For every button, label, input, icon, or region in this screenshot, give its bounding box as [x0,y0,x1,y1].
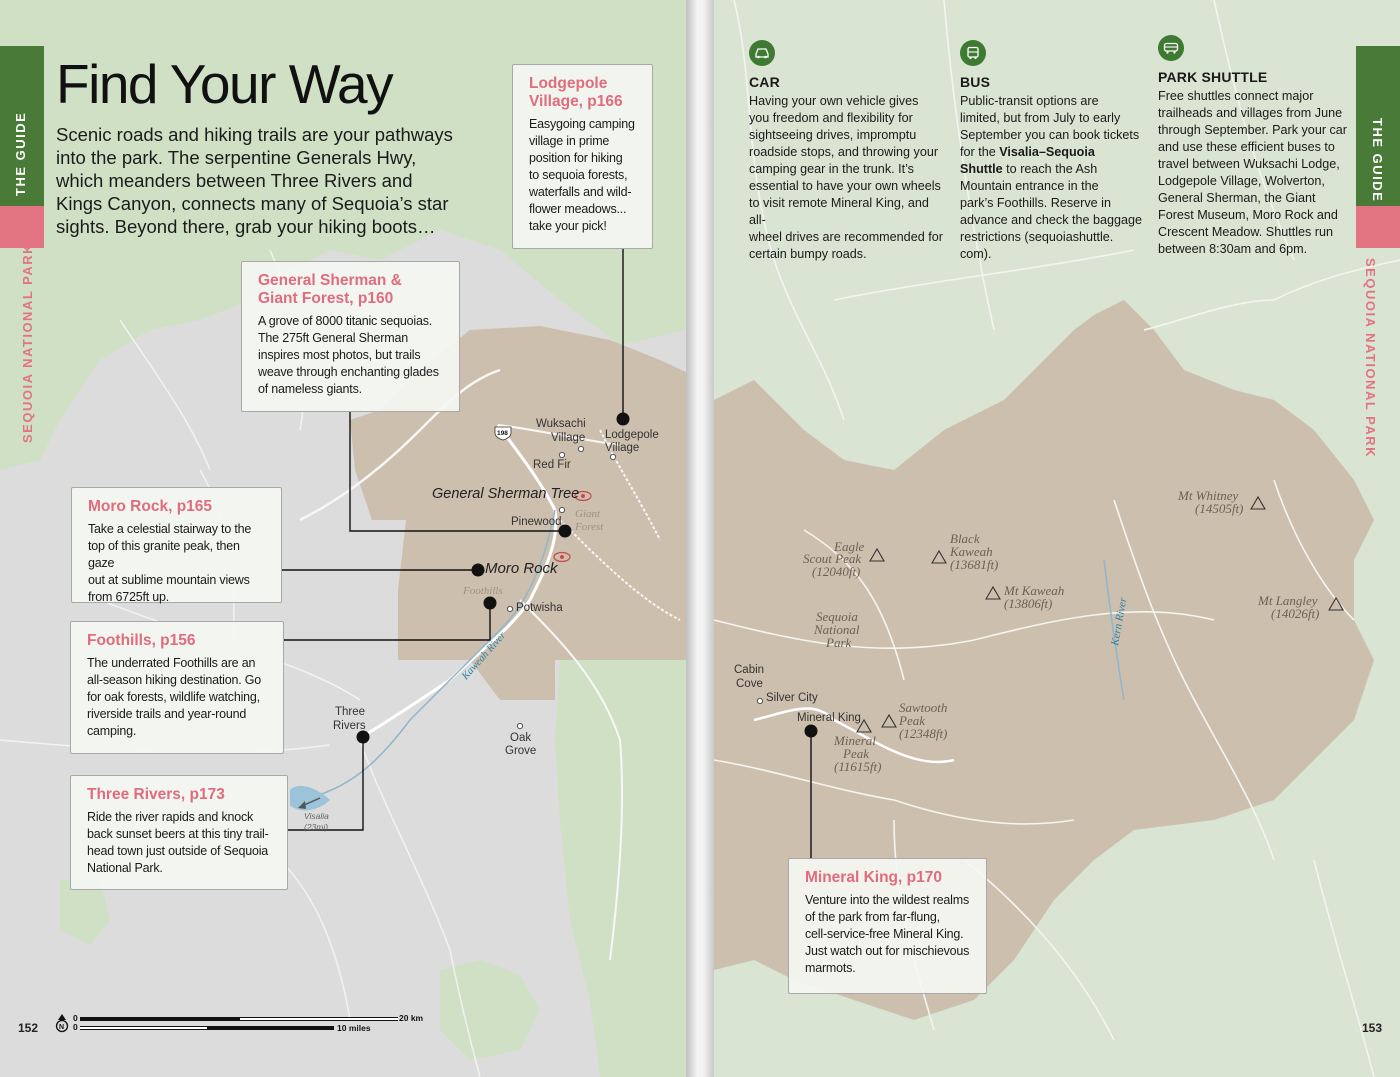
map-label-kern-river: Kern River [1109,596,1130,647]
map-label-mt-whitney: (14505ft) [1195,501,1244,516]
book-gutter [686,0,714,1077]
tab-label: THE GUIDE [13,111,28,196]
map-label-cabin-cove: Cove [736,678,763,690]
map-label-red-fir: Red Fir [533,459,571,471]
map-label-lodgepole: Lodgepole [605,429,659,441]
page-number: 152 [18,1021,39,1035]
section-tab-accent [0,206,44,248]
callout-three-rivers: Three Rivers, p173 Ride the river rapids and knock back sunset beers at this tiny trail- head town just outside of Sequoia National Park. [70,775,288,890]
scale-miles: 10 miles [337,1023,371,1033]
transport-car [749,40,949,263]
scale-zero-km: 0 [73,1013,78,1023]
svg-text:N: N [59,1024,65,1031]
map-label-mt-langley: Mt Langley [1258,593,1318,608]
map-label-black-kaweah: (13681ft) [950,557,999,572]
map-label-cabin-cove: Cabin [734,664,765,676]
car-icon [749,40,775,66]
map-label-giant-forest: Forest [575,521,604,533]
map-label-visalia: Visalia [304,811,329,821]
map-label-mt-kaweah: Mt Kaweah [1004,583,1065,598]
map-label-sequoia-np: National [814,622,860,637]
bus-title: BUS [960,74,991,90]
side-label: SEQUOIA NATIONAL PARK [20,242,35,443]
callout-moro-rock: Moro Rock, p165 Take a celestial stairway to the top of this granite peak, then gaze out at sublime mountain views from 6725ft up. [71,487,282,603]
bus-body: Public-transit options are limited, but from July to early September you can book tickets for the Visalia–Sequoia Shuttle to reach the Ash Mountain entrance in the park’s Foothills. Reserve in advance and check the baggage restrictions (sequoiashuttle. com). [960,94,1143,261]
intro-text: Scenic roads and hiking trails are your pathways into the park. The serpentine Generals Hwy, which meanders between Three Rivers and Kings Canyon, connects many of Sequoia’s star sights. Beyond there, grab your hiking boots… [56,124,453,237]
shuttle-title: PARK SHUTTLE [1158,69,1268,85]
side-label: SEQUOIA NATIONAL PARK [1363,258,1378,459]
callout-general-sherman: General Sherman & Giant Forest, p160 A grove of 8000 titanic sequoias. The 275ft General Sherman inspires most photos, but trails weave through enchanting glades of nameless giants. [241,261,460,412]
callout-lodgepole: Lodgepole Village, p166 Easygoing camping village in prime position for hiking to sequoia forests, waterfalls and wild- flower meadows... take your pick! [512,64,653,249]
map-label-mt-whitney: Mt Whitney [1178,488,1239,503]
map-label-wuksachi: Village [551,432,586,444]
map-label-sawtooth: (12348ft) [899,726,948,741]
map-label-potwisha: Potwisha [516,602,563,614]
map-label-pinewood: Pinewood [511,516,562,528]
page-title: Find Your Way [56,53,393,115]
map-label-mineral-peak: Mineral [834,733,876,748]
map-label-black-kaweah: Black [950,531,980,546]
highway-number: 198 [497,430,508,437]
map-label-general-sherman-tree: General Sherman Tree [432,486,580,502]
map-label-eagle-scout: (12040ft) [812,564,861,579]
map-label-oak-grove: Grove [505,745,537,757]
car-body: Having your own vehicle gives you freedom and flexibility for sightseeing drives, impromptu roadside stops, and throwing your camping gear in the trunk. It’s essential to have your own wheels to visit remote Mineral King, and all- wheel drives are recommended for certain bumpy roads. [749,94,943,261]
map-label-oak-grove: Oak [510,732,532,744]
callout-mineral-king: Mineral King, p170 Venture into the wildest realms of the park from far-flung, cell-service-free Mineral King. Just watch out for mischievous marmots. [788,858,987,994]
map-label-giant-forest: Giant [575,508,601,520]
right-page [714,0,1400,1077]
tab-label: THE GUIDE [1370,118,1385,203]
map-label-sawtooth: Peak [899,713,925,728]
map-label-sequoia-np: Park [826,635,852,650]
map-label-three-rivers: Rivers [333,720,366,732]
map-label-mineral-king: Mineral King [797,712,861,724]
map-label-mt-langley: (14026ft) [1271,606,1320,621]
car-title: CAR [749,74,780,90]
shuttle-icon [1158,35,1184,61]
map-label-wuksachi: Wuksachi [536,418,586,430]
map-label-visalia: (23mi) [304,822,329,832]
bus-icon [960,40,986,66]
callout-foothills: Foothills, p156 The underrated Foothills are an all-season hiking destination. Go for oak forests, wildlife watching, riverside trails and year-round camping. [70,621,284,754]
map-label-lodgepole: Village [605,442,640,454]
map-label-sequoia-np: Sequoia [816,609,858,624]
transport-shuttle [1158,35,1358,258]
scale-km: 20 km [399,1013,424,1023]
map-label-moro-rock: Moro Rock [485,560,558,577]
map-label-eagle-scout: Scout Peak [803,551,862,566]
map-label-kaweah-river: Kaweah River [460,630,509,683]
map-label-mt-kaweah: (13806ft) [1004,596,1053,611]
map-label-mineral-peak: (11615ft) [834,759,882,774]
map-label-mineral-peak: Peak [843,746,869,761]
map-label-foothills: Foothills [463,585,503,597]
map-label-sawtooth: Sawtooth [899,700,948,715]
transport-bus [960,40,1150,263]
shuttle-body: Free shuttles connect major trailheads and villages from June through September. Park your car and use these efficient buses to travel between Wuksachi Lodge, Lodgepole Village, Wolverton, General Sherman, the Giant Forest Museum, Moro Rock and Crescent Meadow. Shuttles run between 8:30am and 6pm. [1158,89,1348,256]
section-tab-accent [1356,206,1400,248]
map-label-silver-city: Silver City [766,692,818,704]
scale-zero-miles: 0 [73,1022,78,1032]
left-page [0,0,686,1077]
map-label-three-rivers: Three [335,706,366,718]
map-label-eagle-scout: Eagle [834,539,865,554]
map-label-black-kaweah: Kaweah [950,544,993,559]
page-number: 153 [1362,1021,1383,1035]
